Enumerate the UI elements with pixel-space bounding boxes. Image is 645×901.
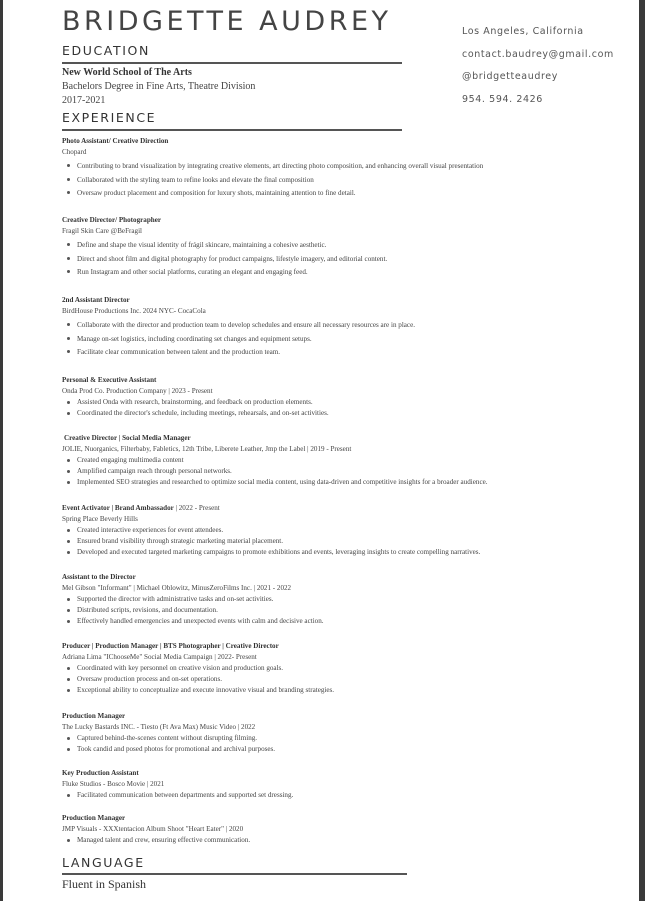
job-bullets <box>62 525 622 558</box>
contact-email[interactable]: contact.baudrey@gmail.com <box>462 49 614 60</box>
job-entry <box>62 641 622 696</box>
job-bullet: Oversaw production process and on-set operations. <box>62 674 622 685</box>
job-bullet: Oversaw product placement and composition for luxury shots, maintaining attention to fine detail. <box>62 187 622 201</box>
job-company: The Lucky Bastards INC. - Tiesto (Ft Ava Max) Music Video | 2022 <box>62 723 256 731</box>
job-title: Event Activator | Brand Ambassador <box>62 504 174 512</box>
job-bullet: Effectively handled emergencies and unexpected events with calm and decisive action. <box>62 616 622 627</box>
job-bullets <box>62 319 622 360</box>
job-bullet: Created interactive experiences for event attendees. <box>62 525 622 536</box>
contact-handle[interactable]: @bridgetteaudrey <box>462 71 558 82</box>
job-bullet: Collaborated with the styling team to refine looks and elevate the final composition <box>62 174 622 188</box>
job-bullet: Direct and shoot film and digital photography for product campaigns, lifestyle imagery, and editorial content. <box>62 253 622 267</box>
language-value: Fluent in Spanish <box>62 877 147 891</box>
job-title: Creative Director/ Photographer <box>62 216 162 224</box>
job-bullets <box>62 835 622 846</box>
job-bullets <box>62 790 622 801</box>
job-company: JMP Visuals - XXXtentacion Album Shoot "Heart Eater" | 2020 <box>62 825 244 833</box>
job-title: Creative Director | Social Media Manager <box>64 434 191 442</box>
job-bullets <box>62 239 622 280</box>
job-entry <box>62 768 622 801</box>
job-company: Onda Prod Co. Production Company | 2023 - Present <box>62 387 213 395</box>
job-company: Fragil Skin Care @BeFragil <box>62 227 143 235</box>
job-dates: | 2022 - Present <box>173 504 220 512</box>
job-title: Key Production Assistant <box>62 769 139 777</box>
job-title-row <box>62 503 622 514</box>
job-company: Adriana Lima "IChooseMe" Social Media Campaign | 2022- Present <box>62 653 257 661</box>
candidate-name: BRIDGETTE AUDREY <box>62 6 392 37</box>
job-bullet: Amplified campaign reach through personal networks. <box>62 466 622 477</box>
job-bullets <box>62 455 622 488</box>
job-bullet: Manage on-set logistics, including coordinating set changes and equipment setups. <box>62 333 622 347</box>
job-bullets <box>62 663 622 696</box>
education-divider <box>62 62 402 64</box>
contact-location: Los Angeles, California <box>462 26 584 37</box>
job-bullet: Captured behind-the-scenes content without disrupting filming. <box>62 733 622 744</box>
job-bullets <box>62 594 622 627</box>
resume-page <box>3 0 639 901</box>
experience-heading: EXPERIENCE <box>62 110 157 125</box>
job-bullet: Facilitated communication between departments and supported set dressing. <box>62 790 622 801</box>
job-bullet: Coordinated with key personnel on creative vision and production goals. <box>62 663 622 674</box>
contact-phone: 954. 594. 2426 <box>462 94 543 105</box>
job-company: Mel Gibson "Informant" | Michael Oblowitz, MinusZeroFilms Inc. | 2021 - 2022 <box>62 584 292 592</box>
job-bullet: Facilitate clear communication between talent and the production team. <box>62 346 622 360</box>
job-title: Personal & Executive Assistant <box>62 376 157 384</box>
job-bullet: Managed talent and crew, ensuring effective communication. <box>62 835 622 846</box>
job-bullet: Developed and executed targeted marketing campaigns to promote exhibitions and events, leveraging insights to create compelling narratives. <box>62 547 622 558</box>
job-title: Producer | Production Manager | BTS Photographer | Creative Director <box>62 642 279 650</box>
job-company: Spring Place Beverly Hills <box>62 515 138 523</box>
education-years: 2017-2021 <box>62 95 106 106</box>
language-heading: LANGUAGE <box>62 855 145 870</box>
job-entry <box>62 295 622 360</box>
job-bullets <box>62 397 622 419</box>
job-entry <box>62 813 622 846</box>
education-school: New World School of The Arts <box>62 67 192 78</box>
job-bullet: Supported the director with administrative tasks and on-set activities. <box>62 594 622 605</box>
job-bullet: Exceptional ability to conceptualize and execute innovative visual and branding strategies. <box>62 685 622 696</box>
education-degree: Bachelors Degree in Fine Arts, Theatre Division <box>62 81 256 92</box>
job-company: JOLIE, Nuorganics, Filterbaby, Fabletics, 12th Tribe, Liberete Leather, Jmp the Label | 2019 - Present <box>62 445 352 453</box>
job-company: Chopard <box>62 148 87 156</box>
job-bullet: Implemented SEO strategies and researched to optimize social media content, using data-driven and competitive insights for a broader audience. <box>62 477 622 488</box>
job-bullet: Assisted Onda with research, brainstorming, and feedback on production elements. <box>62 397 622 408</box>
job-bullets <box>62 733 622 755</box>
job-title: Assistant to the Director <box>62 573 136 581</box>
job-bullets <box>62 160 622 201</box>
job-title: Photo Assistant/ Creative Direction <box>62 137 169 145</box>
education-heading: EDUCATION <box>62 43 150 58</box>
job-company: BirdHouse Productions Inc. 2024 NYC- CocaCola <box>62 307 206 315</box>
job-entry <box>62 375 622 419</box>
job-bullet: Took candid and posed photos for promotional and archival purposes. <box>62 744 622 755</box>
job-bullet: Coordinated the director's schedule, including meetings, rehearsals, and on-set activities. <box>62 408 622 419</box>
job-entry <box>62 433 622 488</box>
job-bullet: Run Instagram and other social platforms, curating an elegant and engaging feed. <box>62 266 622 280</box>
job-bullet: Distributed scripts, revisions, and documentation. <box>62 605 622 616</box>
job-bullet: Ensured brand visibility through strategic marketing material placement. <box>62 536 622 547</box>
job-company: Fluke Studios - Bosco Movie | 2021 <box>62 780 165 788</box>
job-title: Production Manager <box>62 712 126 720</box>
job-entry <box>62 215 622 280</box>
job-entry <box>62 136 622 201</box>
job-title: 2nd Assistant Director <box>62 296 130 304</box>
language-divider <box>62 873 407 875</box>
job-bullet: Created engaging multimedia content <box>62 455 622 466</box>
job-entry <box>62 572 622 627</box>
experience-divider <box>62 129 402 131</box>
job-title: Production Manager <box>62 814 126 822</box>
job-bullet: Collaborate with the director and production team to develop schedules and ensure all necessary resources are in place. <box>62 319 622 333</box>
job-entry <box>62 711 622 755</box>
job-entry <box>62 503 622 558</box>
job-bullet: Define and shape the visual identity of frágil skincare, maintaining a cohesive aesthetic. <box>62 239 622 253</box>
job-bullet: Contributing to brand visualization by integrating creative elements, art directing photo composition, and enhancing overall visual presentation <box>62 160 622 174</box>
